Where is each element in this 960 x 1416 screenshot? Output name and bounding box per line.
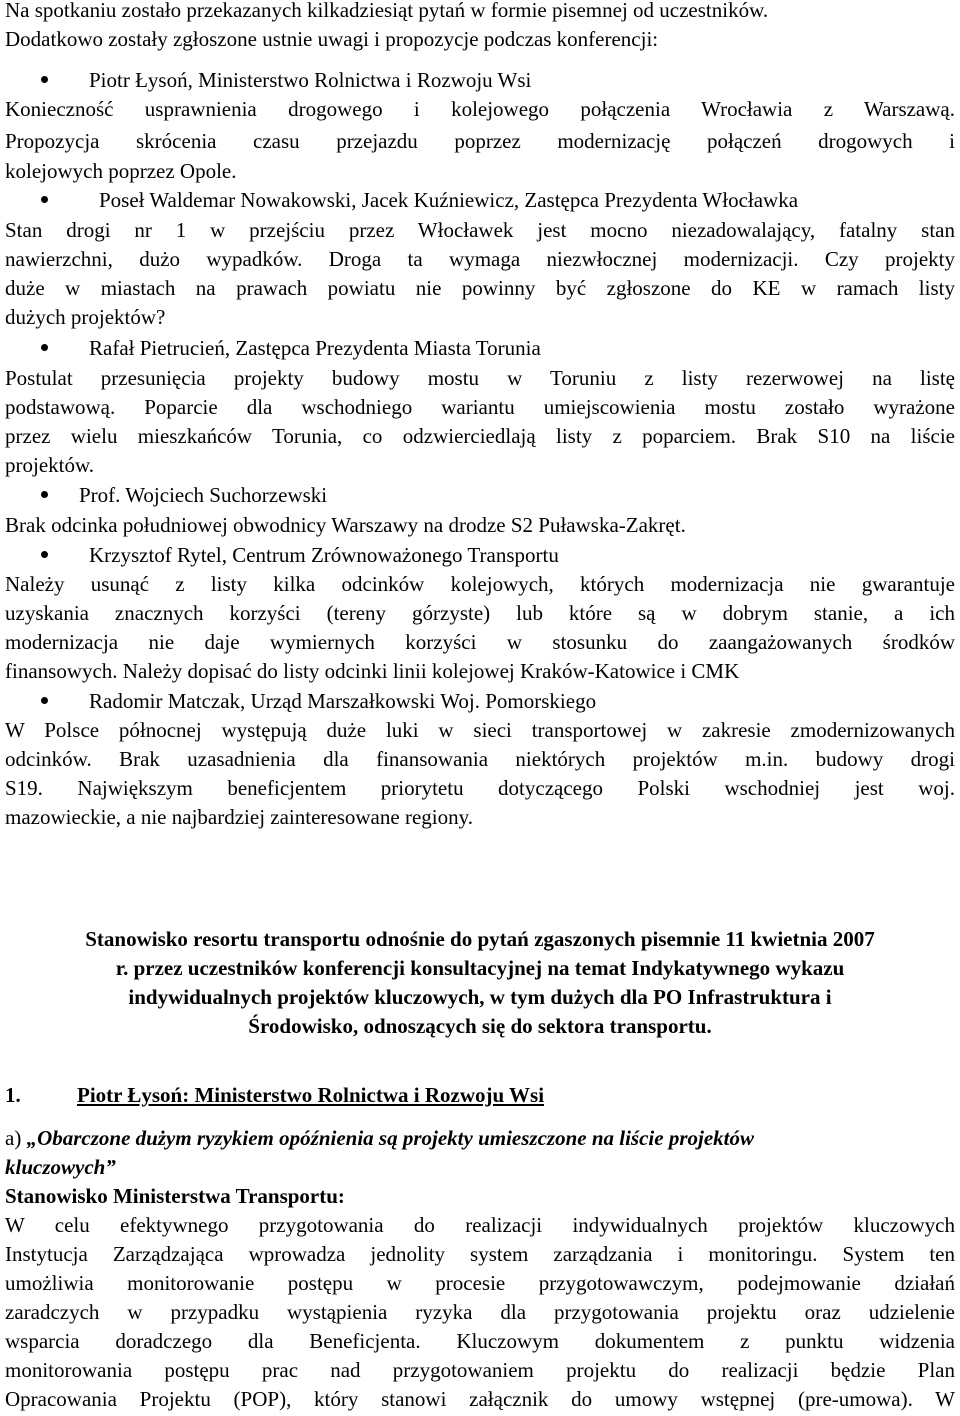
section-number: 1. <box>5 1083 21 1107</box>
speaker-name: Rafał Pietrucień, Zastępca Prezydenta Miasta Torunia <box>89 336 541 360</box>
section-title: Piotr Łysoń: Ministerstwo Rolnictwa i Rozwoju Wsi <box>77 1083 545 1107</box>
item-a-quote: „Obarczone dużym ryzykiem opóźnienia są projekty umieszczone na liście projektów <box>26 1126 754 1150</box>
position-label: Stanowisko Ministerstwa Transportu: <box>5 1184 345 1208</box>
bullet-icon <box>41 551 48 558</box>
body-line: zaradczych w przypadku wystąpienia ryzyka dla przygotowania projektu oraz udzielenie <box>5 1300 955 1324</box>
heading-line: r. przez uczestników konferencji konsultacyjnej na temat Indykatywnego wykazu <box>115 956 845 980</box>
speaker-text-line: modernizacja nie daje wymiernych korzyści w stosunku do zaangażowanych środków <box>5 630 955 654</box>
speaker-text-line: uzyskania znacznych korzyści (tereny górzyste) lub które są w dobrym stanie, a ich <box>5 601 955 625</box>
speaker-text-line: Konieczność usprawnienia drogowego i kolejowego połączenia Wrocławia z Warszawą. <box>5 97 955 121</box>
body-line: W celu efektywnego przygotowania do realizacji indywidualnych projektów kluczowych <box>5 1213 955 1237</box>
speaker-text-line: finansowych. Należy dopisać do listy odcinki linii kolejowej Kraków-Katowice i CMK <box>5 659 740 683</box>
speaker-text-line: dużych projektów? <box>5 305 166 329</box>
body-line: Instytucja Zarządzająca wprowadza jednolity system zarządzania i monitoringu. System ten <box>5 1242 955 1266</box>
speaker-name: Poseł Waldemar Nowakowski, Jacek Kuźniewicz, Zastępca Prezydenta Włocławka <box>99 188 799 212</box>
heading-line: Środowisko, odnoszących się do sektora transportu. <box>248 1014 712 1038</box>
speaker-text-line: kolejowych poprzez Opole. <box>5 159 237 183</box>
heading-line: Stanowisko resortu transportu odnośnie do pytań zgaszonych pisemnie 11 kwietnia 2007 <box>85 927 875 951</box>
item-a-quote-cont: kluczowych” <box>5 1155 116 1179</box>
body-line: umożliwia monitorowanie postępu w procesie przygotowawczym, podejmowanie działań <box>5 1271 955 1295</box>
speaker-name: Radomir Matczak, Urząd Marszałkowski Woj. Pomorskiego <box>89 689 597 713</box>
intro-line-2: Dodatkowo zostały zgłoszone ustnie uwagi i propozycje podczas konferencji: <box>5 27 659 51</box>
speaker-text-line: Stan drogi nr 1 w przejściu przez Włocławek jest mocno niezadowalający, fatalny stan <box>5 218 955 242</box>
speaker-name: Krzysztof Rytel, Centrum Zrównoważonego Transportu <box>89 543 559 567</box>
speaker-text-line: W Polsce północnej występują duże luki w sieci transportowej w zakresie zmodernizowanych <box>5 718 955 742</box>
speaker-name: Prof. Wojciech Suchorzewski <box>79 483 328 507</box>
body-line: Opracowania Projektu (POP), który stanowi załącznik do umowy wstępnej (pre-umowa). W <box>5 1387 955 1411</box>
speaker-text-line: Propozycja skrócenia czasu przejazdu poprzez modernizację połączeń drogowych i <box>5 129 955 153</box>
heading-line: indywidualnych projektów kluczowych, w tym dużych dla PO Infrastruktura i <box>128 985 832 1009</box>
bullet-icon <box>41 76 48 83</box>
bullet-icon <box>41 491 48 498</box>
speaker-text-line: Postulat przesunięcia projekty budowy mostu w Toruniu z listy rezerwowej na listę <box>5 366 955 390</box>
body-line: monitorowania postępu prac nad przygotowaniem projektu do realizacji będzie Plan <box>5 1358 955 1382</box>
speaker-name: Piotr Łysoń, Ministerstwo Rolnictwa i Rozwoju Wsi <box>89 68 532 92</box>
item-a <box>5 1124 955 1153</box>
speaker-text-line: podstawową. Poparcie dla wschodniego wariantu umiejscowienia mostu zostało wyrażone <box>5 395 955 419</box>
speaker-text-line: Należy usunąć z listy kilka odcinków kolejowych, których modernizacja nie gwarantuje <box>5 572 955 596</box>
body-line: wsparcia doradczego dla Beneficjenta. Kluczowym dokumentem z punktu widzenia <box>5 1329 955 1353</box>
bullet-icon <box>41 196 48 203</box>
bullet-icon <box>41 697 48 704</box>
speaker-text-line: przez wielu mieszkańców Torunia, co odzwierciedlają listy z poparciem. Brak S10 na liście <box>5 424 955 448</box>
speaker-text-line: duże w miastach na prawach powiatu nie powinny być zgłoszone do KE w ramach listy <box>5 276 955 300</box>
bullet-icon <box>41 344 48 351</box>
speaker-text-line: mazowieckie, a nie najbardziej zainteresowane regiony. <box>5 805 473 829</box>
speaker-text-line: nawierzchni, dużo wypadków. Droga ta wymaga niezwłocznej modernizacji. Czy projekty <box>5 247 955 271</box>
speaker-text-line: Brak odcinka południowej obwodnicy Warszawy na drodze S2 Puławska-Zakręt. <box>5 513 686 537</box>
intro-line-1: Na spotkaniu zostało przekazanych kilkadziesiąt pytań w formie pisemnej od uczestników. <box>5 0 769 22</box>
speaker-text-line: odcinków. Brak uzasadnienia dla finansowania niektórych projektów m.in. budowy drogi <box>5 747 955 771</box>
speaker-text-line: S19. Największym beneficjentem priorytetu dotyczącego Polski wschodniej jest woj. <box>5 776 955 800</box>
item-a-prefix: a) <box>5 1126 27 1150</box>
speaker-text-line: projektów. <box>5 453 95 477</box>
